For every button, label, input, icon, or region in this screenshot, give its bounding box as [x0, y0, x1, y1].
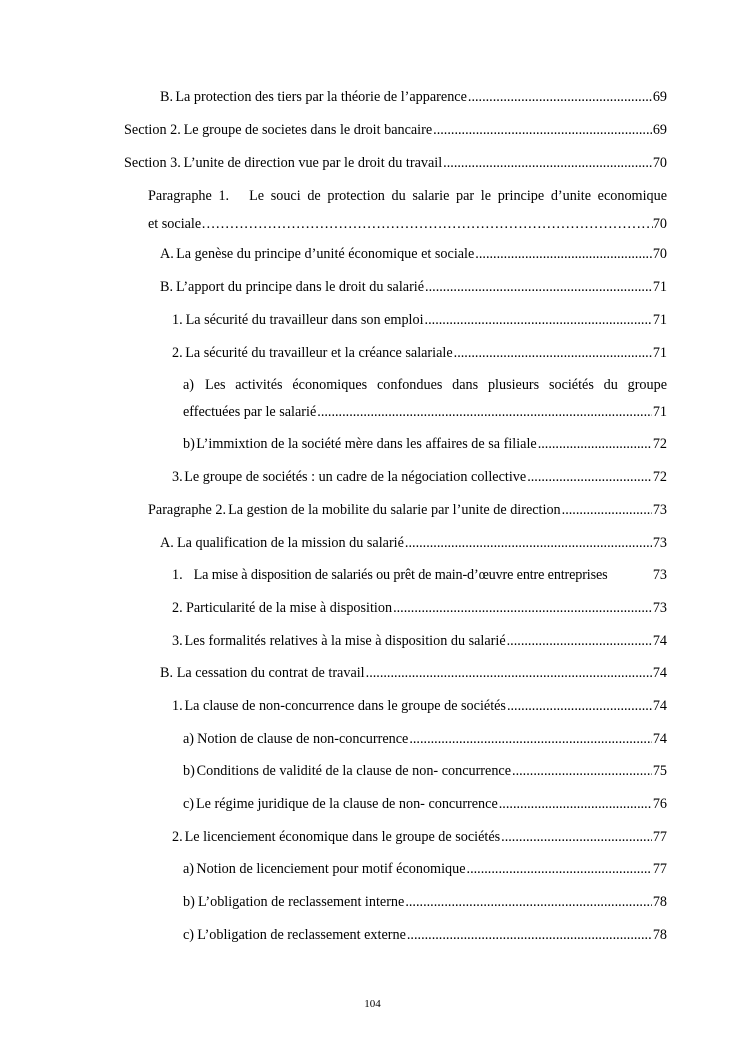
toc-entry-title-continued: et sociale	[148, 216, 202, 232]
toc-entry-label: b)	[183, 436, 195, 452]
toc-entry-label: B.	[160, 665, 174, 681]
toc-entry	[183, 796, 667, 816]
toc-entry	[172, 312, 667, 332]
toc-leader-dots	[393, 600, 652, 617]
toc-entry-title: Le groupe de sociétés : un cadre de la négociation collective	[184, 469, 527, 485]
toc-entry-page: 70	[652, 216, 667, 232]
toc-entry-page: 71	[652, 345, 667, 361]
toc-entry-label: 2.	[172, 829, 183, 845]
toc-entry-label: 1.	[172, 567, 183, 583]
toc-leader-dots	[527, 469, 652, 486]
toc-entry-label: Section 3.	[124, 155, 181, 171]
toc-entry-page: 70	[652, 155, 667, 171]
toc-entry-title: Le licenciement économique dans le groupe de sociétés	[184, 829, 501, 845]
toc-entry	[160, 279, 667, 299]
toc-entry	[172, 633, 667, 653]
toc-entry-page: 74	[652, 633, 667, 649]
toc-entry	[160, 246, 667, 266]
toc-entry	[183, 763, 667, 783]
toc-leader-dots	[201, 216, 653, 233]
toc-entry-label: b)	[183, 894, 195, 910]
toc-leader-dots	[475, 246, 652, 263]
toc-entry	[172, 567, 667, 587]
toc-entry-title: Le régime juridique de la clause de non- concurrence	[196, 796, 498, 812]
toc-entry-page: 69	[652, 122, 667, 138]
toc-entry-title: Les activités économiques confondues dans plusieurs sociétés du groupe	[205, 377, 667, 393]
toc-entry	[124, 155, 667, 175]
toc-entry-label: a)	[183, 731, 195, 747]
toc-entry-page: 73	[652, 567, 667, 583]
toc-entry-title: Notion de clause de non-concurrence	[197, 731, 409, 747]
toc-entry-page: 72	[652, 436, 667, 452]
toc-entry	[183, 861, 667, 881]
toc-entry-page: 73	[652, 600, 667, 616]
toc-leader-dots	[366, 665, 652, 682]
toc-leader-dots	[507, 633, 652, 650]
toc-entry-title: Conditions de validité de la clause de non- concurrence	[196, 763, 512, 779]
toc-entry	[172, 698, 667, 718]
toc-entry-title: La protection des tiers par la théorie de l’apparence	[175, 89, 467, 105]
toc-entry-label: Section 2.	[124, 122, 181, 138]
toc-entry-title: L’immixtion de la société mère dans les affaires de sa filiale	[196, 436, 537, 452]
toc-entry-title: La qualification de la mission du salarié	[176, 535, 404, 551]
toc-entry-label: b)	[183, 763, 195, 779]
toc-entry-label: c)	[183, 796, 195, 812]
toc-entry-title: La sécurité du travailleur dans son emploi	[185, 312, 424, 328]
toc-entry-page: 75	[652, 763, 667, 779]
toc-entry	[124, 122, 667, 142]
toc-leader-dots	[512, 763, 652, 780]
toc-entry	[160, 89, 667, 109]
toc-entry-page: 71	[652, 404, 667, 420]
toc-leader-dots	[433, 122, 652, 139]
toc-entry-title: L’unite de direction vue par le droit du travail	[183, 155, 443, 171]
toc-entry-page: 74	[652, 731, 667, 747]
toc-entry	[183, 927, 667, 947]
toc-entry	[183, 894, 667, 914]
toc-entry-title: Notion de licenciement pour motif économique	[196, 861, 466, 877]
toc-entry-label: 2.	[172, 345, 183, 361]
toc-entry	[172, 829, 667, 849]
toc-entry-label: 3.	[172, 633, 183, 649]
toc-leader-dots	[538, 436, 652, 453]
toc-entry-title: Le groupe de societes dans le droit bancaire	[183, 122, 433, 138]
toc-entry	[160, 535, 667, 555]
toc-entry-label: Paragraphe 2.	[148, 502, 226, 518]
toc-entry	[183, 436, 667, 456]
toc-leader-dots	[405, 535, 652, 552]
toc-entry-label: B.	[160, 89, 174, 105]
toc-entry-title: La cessation du contrat de travail	[176, 665, 365, 681]
toc-entry-label: a)	[183, 377, 195, 393]
toc-entry	[172, 469, 667, 489]
toc-leader-dots	[407, 927, 652, 944]
toc-entry-title: La genèse du principe d’unité économique et sociale	[176, 246, 475, 262]
toc-entry-title: La mise à disposition de salariés ou prêt de main-d’œuvre entre entreprises	[193, 567, 608, 583]
toc-entry-title: L’obligation de reclassement externe	[197, 927, 406, 943]
toc-leader-dots	[468, 89, 652, 106]
toc-entry-label: A.	[160, 535, 174, 551]
toc-entry-page: 78	[652, 894, 667, 910]
toc-entry-page: 73	[652, 535, 667, 551]
toc-entry-label: 1.	[172, 312, 183, 328]
toc-entry-title: Le souci de protection du salarie par le principe d’unite economique	[249, 188, 668, 204]
toc-entry-label: c)	[183, 927, 195, 943]
toc-entry-label: 2.	[172, 600, 183, 616]
toc-entry-title-continued: effectuées par le salarié	[183, 404, 317, 420]
toc-entry-page: 78	[652, 927, 667, 943]
toc-entry-page: 70	[652, 246, 667, 262]
toc-leader-dots	[425, 279, 652, 296]
toc-entry-label: 3.	[172, 469, 183, 485]
toc-entry-page: 76	[652, 796, 667, 812]
toc-entry-title: La gestion de la mobilite du salarie par l’unite de direction	[228, 502, 561, 518]
toc-entry-label: B.	[160, 279, 174, 295]
toc-entry	[172, 600, 667, 620]
toc-entry	[160, 665, 667, 685]
toc-entry	[148, 188, 667, 236]
toc-entry-label: 1.	[172, 698, 183, 714]
toc-leader-dots	[425, 312, 652, 329]
toc-entry	[183, 377, 667, 424]
toc-entry-page: 73	[652, 502, 667, 518]
toc-leader-dots	[454, 345, 652, 362]
toc-leader-dots	[467, 861, 652, 878]
toc-leader-dots	[501, 829, 652, 846]
toc-entry-page: 69	[652, 89, 667, 105]
toc-leader-dots	[562, 502, 652, 519]
toc-entry-title: L’obligation de reclassement interne	[198, 894, 405, 910]
toc-leader-dots	[507, 698, 652, 715]
toc-entry	[183, 731, 667, 751]
toc-leader-dots	[405, 894, 651, 911]
page-number: 104	[364, 998, 381, 1010]
toc-entry-page: 77	[652, 829, 667, 845]
toc-entry-page: 74	[652, 665, 667, 681]
toc-entry-label: Paragraphe 1.	[148, 188, 230, 204]
toc-leader-dots	[317, 404, 652, 421]
toc-entry-label: A.	[160, 246, 174, 262]
toc-entry-label: a)	[183, 861, 195, 877]
toc-leader-dots	[443, 155, 652, 172]
toc-entry-page: 72	[652, 469, 667, 485]
toc-leader-dots	[499, 796, 652, 813]
toc-entry-title: L’apport du principe dans le droit du salarié	[175, 279, 425, 295]
toc-entry-title: La clause de non-concurrence dans le groupe de sociétés	[184, 698, 506, 714]
toc-entry-title: Particularité de la mise à disposition	[185, 600, 393, 616]
toc-entry	[172, 345, 667, 365]
toc-leader-dots	[409, 731, 651, 748]
toc-entry-page: 71	[652, 312, 667, 328]
toc-entry-page: 77	[652, 861, 667, 877]
toc-entry-page: 71	[652, 279, 667, 295]
toc-entry-title: La sécurité du travailleur et la créance salariale	[185, 345, 453, 361]
toc-entry-title: Les formalités relatives à la mise à disposition du salarié	[184, 633, 506, 649]
toc-entry-page: 74	[652, 698, 667, 714]
toc-entry	[148, 502, 667, 522]
